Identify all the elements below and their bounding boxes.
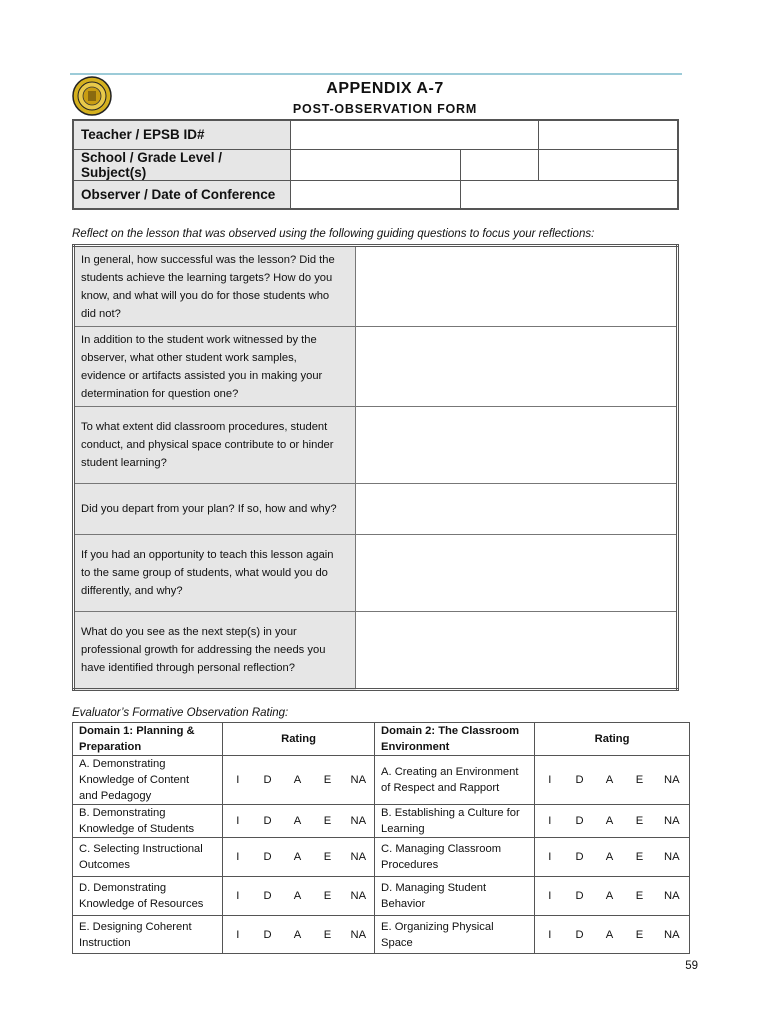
conference-date-field[interactable] <box>460 180 678 209</box>
component-line: Knowledge of Content <box>79 774 190 786</box>
domain2-header-line: Domain 2: The Classroom <box>381 725 520 737</box>
rating-option-d[interactable]: D <box>565 838 595 877</box>
school-field[interactable] <box>290 149 460 180</box>
rating-option-i[interactable]: I <box>223 805 253 838</box>
subject-field[interactable] <box>538 149 678 180</box>
rating-option-d[interactable]: D <box>253 838 283 877</box>
reflection-row <box>74 484 678 535</box>
component-line: A. Creating an Environment <box>381 766 519 778</box>
page-number: 59 <box>685 960 698 972</box>
rating-option-i[interactable]: I <box>535 805 565 838</box>
rating-option-na[interactable]: NA <box>343 877 375 916</box>
reflection-answer-field[interactable] <box>356 407 678 484</box>
rating-option-e[interactable]: E <box>625 916 655 954</box>
page-title: APPENDIX A-7 <box>326 80 444 97</box>
rating-option-e[interactable]: E <box>313 877 343 916</box>
domain2-component <box>375 838 535 877</box>
rating-option-i[interactable]: I <box>223 877 253 916</box>
evaluation-label: Evaluator’s Formative Observation Rating: <box>72 707 289 719</box>
component-line: D. Demonstrating <box>79 882 167 894</box>
question-line: What do you see as the next step(s) in your <box>81 626 297 638</box>
info-row-observer <box>73 180 678 209</box>
rating-option-e[interactable]: E <box>313 838 343 877</box>
rating-option-na[interactable]: NA <box>655 838 690 877</box>
domain2-component <box>375 756 535 805</box>
rating-option-e[interactable]: E <box>625 756 655 805</box>
component-line: and Pedagogy <box>79 790 152 802</box>
reflection-answer-field[interactable] <box>356 535 678 612</box>
rating-option-e[interactable]: E <box>625 805 655 838</box>
rating-row <box>73 756 690 805</box>
info-label-teacher: Teacher / EPSB ID# <box>73 120 290 149</box>
reflection-row <box>74 327 678 407</box>
component-line: E. Designing Coherent <box>79 920 192 933</box>
rating-option-d[interactable]: D <box>253 877 283 916</box>
rating-option-a[interactable]: A <box>595 838 625 877</box>
domain2-component <box>375 877 535 916</box>
info-label-school: School / Grade Level / Subject(s) <box>73 149 290 180</box>
domain1-header <box>73 723 223 756</box>
info-row-teacher <box>73 120 678 149</box>
epsb-id-field[interactable] <box>538 120 678 149</box>
rating-row <box>73 916 690 954</box>
reflection-answer-field[interactable] <box>356 246 678 327</box>
domain1-component <box>73 838 223 877</box>
component-line: Learning <box>381 823 425 835</box>
reflection-question <box>74 327 356 407</box>
rating-option-i[interactable]: I <box>535 838 565 877</box>
domain1-component <box>73 756 223 805</box>
rating-option-a[interactable]: A <box>283 756 313 805</box>
reflection-row <box>74 246 678 327</box>
question-line: conduct, and physical space contribute to or hinder <box>81 439 334 451</box>
component-line: of Respect and Rapport <box>381 782 500 794</box>
rating-option-na[interactable]: NA <box>655 877 690 916</box>
rating-row <box>73 805 690 838</box>
reflection-question <box>74 484 356 535</box>
question-line: student learning? <box>81 457 167 469</box>
rating-option-a[interactable]: A <box>595 916 625 954</box>
reflection-question <box>74 612 356 690</box>
question-line: know, and what will you do for those students who <box>81 289 330 302</box>
rating-option-i[interactable]: I <box>223 916 253 954</box>
rating-option-d[interactable]: D <box>565 805 595 838</box>
component-line: E. Organizing Physical Space <box>381 920 494 949</box>
question-line: professional growth for addressing the needs you <box>81 644 326 656</box>
component-line: Behavior <box>381 898 426 910</box>
top-rule <box>70 73 682 75</box>
domain1-header-line: Domain 1: Planning & <box>79 725 195 737</box>
component-line: D. Managing Student <box>381 882 487 894</box>
reflection-question <box>74 246 356 327</box>
component-line: Instruction <box>79 936 131 949</box>
rating-header-row <box>73 723 690 756</box>
component-line: B. Demonstrating <box>79 807 166 819</box>
page-subtitle: POST-OBSERVATION FORM <box>292 102 478 116</box>
question-line: determination for question one? <box>81 387 239 400</box>
domain2-component <box>375 916 535 954</box>
question-line: did not? <box>81 307 121 320</box>
rating-option-na[interactable]: NA <box>343 916 375 954</box>
reflection-question <box>74 535 356 612</box>
rating-option-i[interactable]: I <box>223 756 253 805</box>
question-line: Did you depart from your plan? If so, how and why? <box>81 503 337 515</box>
reflection-row <box>74 407 678 484</box>
component-line: Knowledge of Resources <box>79 898 204 910</box>
rating-option-i[interactable]: I <box>223 838 253 877</box>
rating-option-a[interactable]: A <box>595 805 625 838</box>
grade-level-field[interactable] <box>460 149 538 180</box>
rating-option-e[interactable]: E <box>625 838 655 877</box>
rating-option-e[interactable]: E <box>313 756 343 805</box>
rating-option-d[interactable]: D <box>565 916 595 954</box>
rating-option-i[interactable]: I <box>535 877 565 916</box>
reflection-row <box>74 535 678 612</box>
question-line: have identified through personal reflection? <box>81 662 295 674</box>
rating-option-e[interactable]: E <box>313 916 343 954</box>
reflection-instructions: Reflect on the lesson that was observed using the following guiding questions to focus your reflections: <box>72 228 595 240</box>
question-line: In addition to the student work witnessed by the <box>81 333 317 346</box>
domain2-header <box>375 723 535 756</box>
info-row-school <box>73 149 678 180</box>
rating-option-i[interactable]: I <box>535 916 565 954</box>
rating-option-na[interactable]: NA <box>343 838 375 877</box>
component-line: Procedures <box>381 859 439 871</box>
component-line: C. Managing Classroom <box>381 843 502 855</box>
question-line: In general, how successful was the lesson? Did the <box>81 253 335 266</box>
info-table <box>72 119 679 210</box>
domain2-header-line: Environment <box>381 741 450 753</box>
domain2-component <box>375 805 535 838</box>
reflection-question <box>74 407 356 484</box>
info-label-observer: Observer / Date of Conference <box>73 180 290 209</box>
rating-option-d[interactable]: D <box>565 877 595 916</box>
component-line: B. Establishing a Culture for <box>381 807 520 819</box>
component-line: Outcomes <box>79 859 130 871</box>
component-line: A. Demonstrating <box>79 758 166 770</box>
question-line: observer, what other student work samples, <box>81 351 297 364</box>
question-line: evidence or artifacts assisted you in making your <box>81 369 323 382</box>
domain1-component <box>73 916 223 954</box>
question-line: students achieve the learning targets? How do you <box>81 271 333 284</box>
domain1-component <box>73 805 223 838</box>
rating-row <box>73 877 690 916</box>
rating-option-d[interactable]: D <box>565 756 595 805</box>
domain1-header-line: Preparation <box>79 741 142 753</box>
domain2-rating-header: Rating <box>535 723 690 756</box>
rating-table <box>72 722 690 954</box>
question-line: To what extent did classroom procedures, student <box>81 421 328 433</box>
rating-option-e[interactable]: E <box>625 877 655 916</box>
rating-option-i[interactable]: I <box>535 756 565 805</box>
rating-option-a[interactable]: A <box>283 805 313 838</box>
question-line: If you had an opportunity to teach this lesson again <box>81 549 334 561</box>
reflection-row <box>74 612 678 690</box>
component-line: C. Selecting Instructional <box>79 843 203 855</box>
rating-option-na[interactable]: NA <box>343 756 375 805</box>
component-line: Knowledge of Students <box>79 823 195 835</box>
rating-option-a[interactable]: A <box>283 916 313 954</box>
rating-option-na[interactable]: NA <box>655 756 690 805</box>
rating-option-a[interactable]: A <box>283 877 313 916</box>
rating-option-d[interactable]: D <box>253 805 283 838</box>
rating-option-d[interactable]: D <box>253 756 283 805</box>
reflection-answer-field[interactable] <box>356 484 678 535</box>
observer-field[interactable] <box>290 180 460 209</box>
teacher-name-field[interactable] <box>290 120 538 149</box>
rating-option-d[interactable]: D <box>253 916 283 954</box>
domain1-component <box>73 877 223 916</box>
domain1-rating-header: Rating <box>223 723 375 756</box>
reflection-answer-field[interactable] <box>356 612 678 690</box>
rating-option-e[interactable]: E <box>313 805 343 838</box>
rating-option-na[interactable]: NA <box>655 805 690 838</box>
rating-option-a[interactable]: A <box>595 877 625 916</box>
reflection-answer-field[interactable] <box>356 327 678 407</box>
rating-option-na[interactable]: NA <box>655 916 690 954</box>
reflection-table <box>72 244 679 691</box>
question-line: differently, and why? <box>81 585 183 597</box>
rating-option-a[interactable]: A <box>283 838 313 877</box>
question-line: to the same group of students, what would you do <box>81 567 328 579</box>
rating-option-a[interactable]: A <box>595 756 625 805</box>
rating-option-na[interactable]: NA <box>343 805 375 838</box>
rating-row <box>73 838 690 877</box>
